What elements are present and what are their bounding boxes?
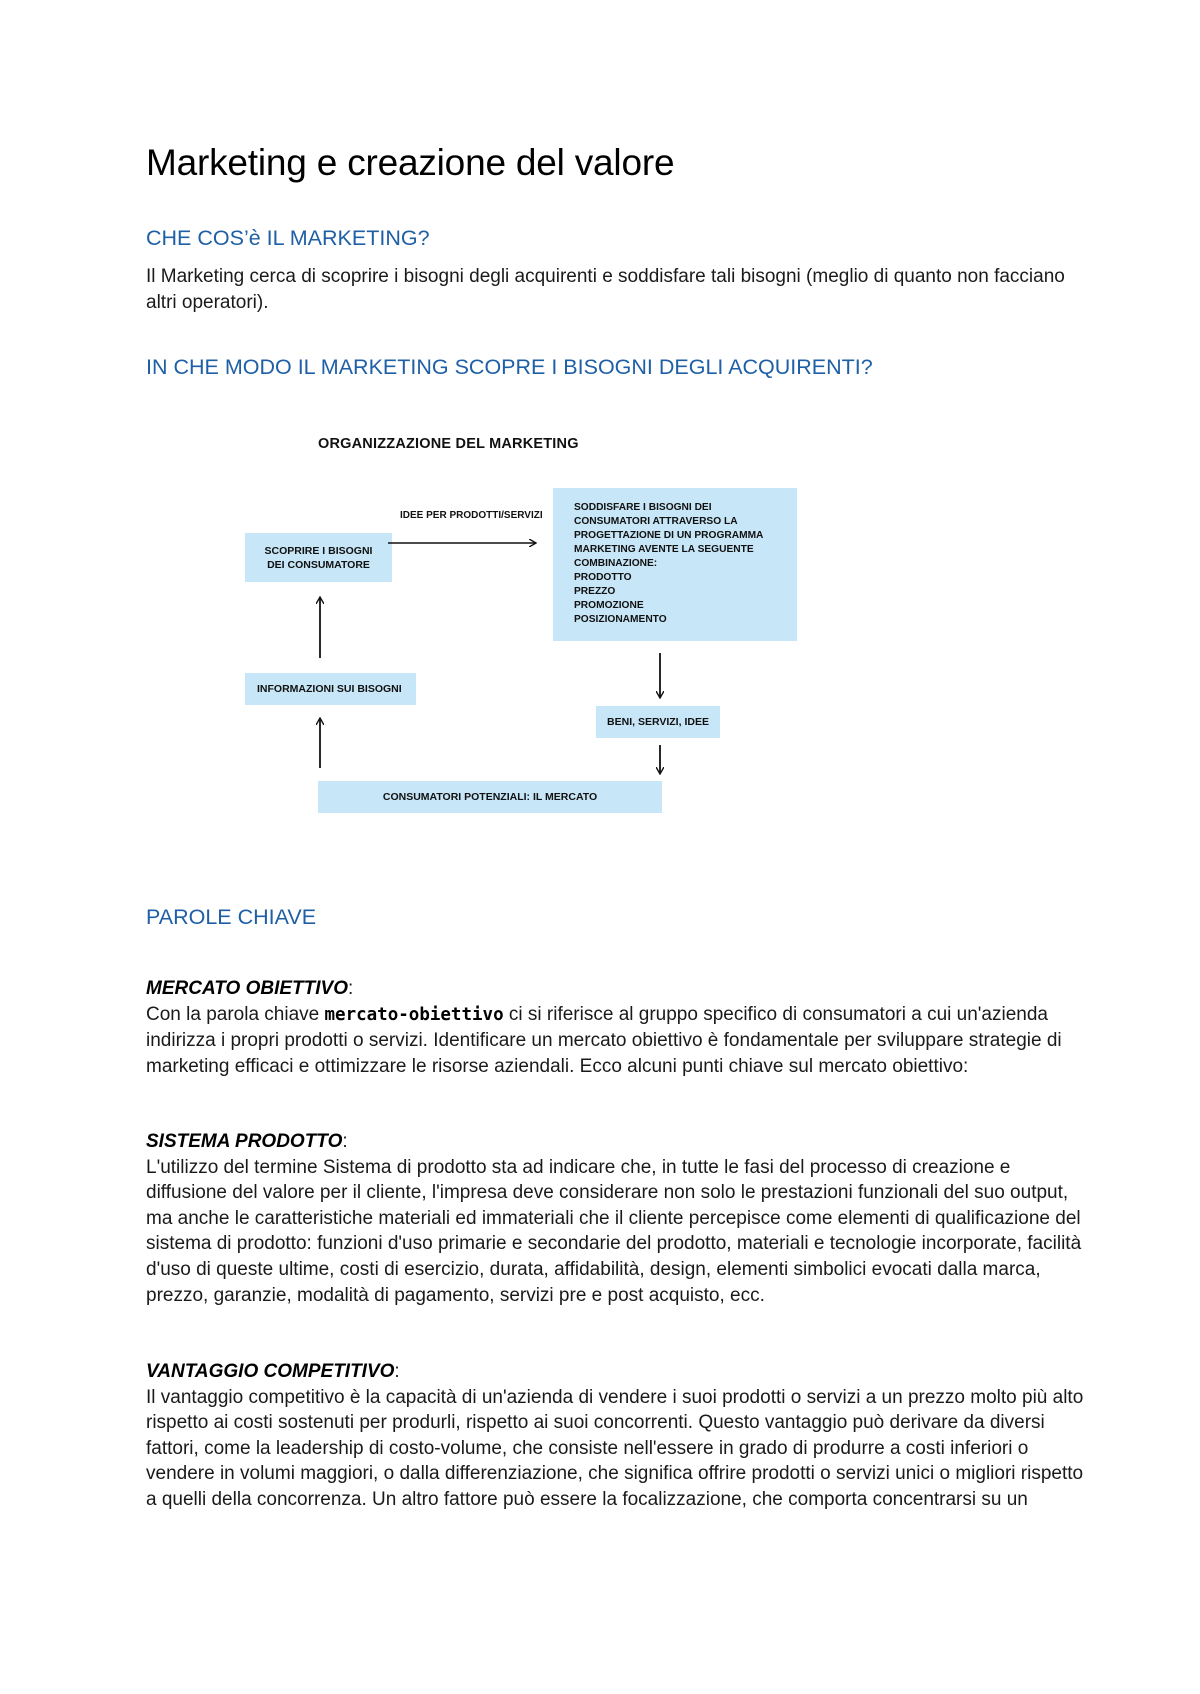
term-highlight: mercato-obiettivo [324, 1004, 504, 1025]
heading-parole-chiave: PAROLE CHIAVE [146, 905, 317, 929]
box-soddisfare-line: CONSUMATORI ATTRAVERSO LA [574, 516, 738, 527]
box-beni-label: BENI, SERVIZI, IDEE [607, 716, 709, 728]
box-soddisfare-line: PRODOTTO [574, 572, 632, 583]
heading-come-scopre-bisogni: IN CHE MODO IL MARKETING SCOPRE I BISOGNI DEGLI ACQUIRENTI? [146, 355, 873, 379]
term-title-sistema: SISTEMA PRODOTTO [146, 1131, 343, 1152]
term-sistema-prodotto [146, 1129, 1086, 1308]
page-title: Marketing e creazione del valore [146, 142, 675, 183]
term-text-vantaggio: Il vantaggio competitivo è la capacità di un'azienda di vendere i suoi prodotti o servizi a un prezzo molto più alto rispetto ai costi sostenuti per produrli, rispetto ai suoi concorrenti. Questo vantaggio può derivare da diversi fattori, come la leadership di costo-volume, che consiste nell'essere in grado di produrre a costi inferiori o vendere in volumi maggiori, o dalla differenziazione, che significa offrire prodotti o servizi unici o migliori rispetto a quelli della concorrenza. Un altro fattore può essere la focalizzazione, che comporta concentrarsi su un [146, 1386, 1084, 1510]
box-informazioni-label: INFORMAZIONI SUI BISOGNI [257, 683, 402, 695]
box-soddisfare-text [574, 501, 794, 627]
box-soddisfare-line: MARKETING AVENTE LA SEGUENTE [574, 544, 754, 555]
box-consumatori-potenziali [318, 781, 662, 813]
box-beni-servizi [596, 706, 720, 738]
paragraph-marketing-definition: Il Marketing cerca di scoprire i bisogni degli acquirenti e soddisfare tali bisogni (meglio di quanto non facciano altri operatori). [146, 266, 1065, 313]
box-informazioni-bisogni [245, 673, 416, 705]
term-text-after: ci si riferisce al gruppo specifico di consumatori a cui un'azienda indirizza i propri prodotti o servizi. Identificare un mercato obiettivo è fondamentale per sviluppare strategie di marketing efficaci e ottimizzare le risorse aziendali. Ecco alcuni punti chiave sul mercato obiettivo: [146, 1003, 1062, 1077]
box-soddisfare-bisogni [553, 488, 797, 641]
term-colon: : [394, 1361, 400, 1382]
term-title-vantaggio: VANTAGGIO COMPETITIVO [146, 1361, 395, 1382]
box-soddisfare-line: COMBINAZIONE: [574, 558, 658, 569]
diagram-title: ORGANIZZAZIONE DEL MARKETING [318, 436, 579, 452]
term-text-sistema: L'utilizzo del termine Sistema di prodotto sta ad indicare che, in tutte le fasi del processo di creazione e diffusione del valore per il cliente, l'impresa deve considerare non solo le prestazioni funzionali del suo output, ma anche le caratteristiche materiali ed immateriali che il cliente percepisce come elementi di qualificazione del sistema di prodotto: funzioni d'uso primarie e secondarie del prodotto, materiali e tecnologie incorporate, facilità d'uso di queste ultime, costi di esercizio, durata, affidabilità, design, elementi simbolici evocati dalla marca, prezzo, garanzie, modalità di pagamento, servizi pre e post acquisto, ecc. [146, 1156, 1082, 1306]
box-scoprire-label: SCOPRIRE I BISOGNI DEI CONSUMATORE [264, 544, 373, 571]
box-soddisfare-line: POSIZIONAMENTO [574, 614, 667, 625]
term-text-before: Con la parola chiave [146, 1003, 325, 1025]
box-soddisfare-line: PROGETTAZIONE DI UN PROGRAMMA [574, 530, 764, 541]
box-soddisfare-line: PREZZO [574, 586, 616, 597]
arrow-label-idee: IDEE PER PRODOTTI/SERVIZI [400, 510, 543, 521]
box-soddisfare-line: PROMOZIONE [574, 600, 644, 611]
box-soddisfare-line: SODDISFARE I BISOGNI DEI [574, 502, 712, 513]
term-colon: : [342, 1131, 348, 1152]
heading-che-cos-e-marketing: CHE COS’è IL MARKETING? [146, 226, 430, 250]
term-title-mercato: MERCATO OBIETTIVO [146, 978, 348, 999]
term-mercato-obiettivo [146, 976, 1086, 1079]
term-vantaggio-competitivo [146, 1359, 1086, 1513]
box-consumatori-label: CONSUMATORI POTENZIALI: IL MERCATO [382, 791, 598, 803]
box-scoprire-bisogni [245, 533, 392, 582]
term-colon: : [347, 978, 354, 999]
